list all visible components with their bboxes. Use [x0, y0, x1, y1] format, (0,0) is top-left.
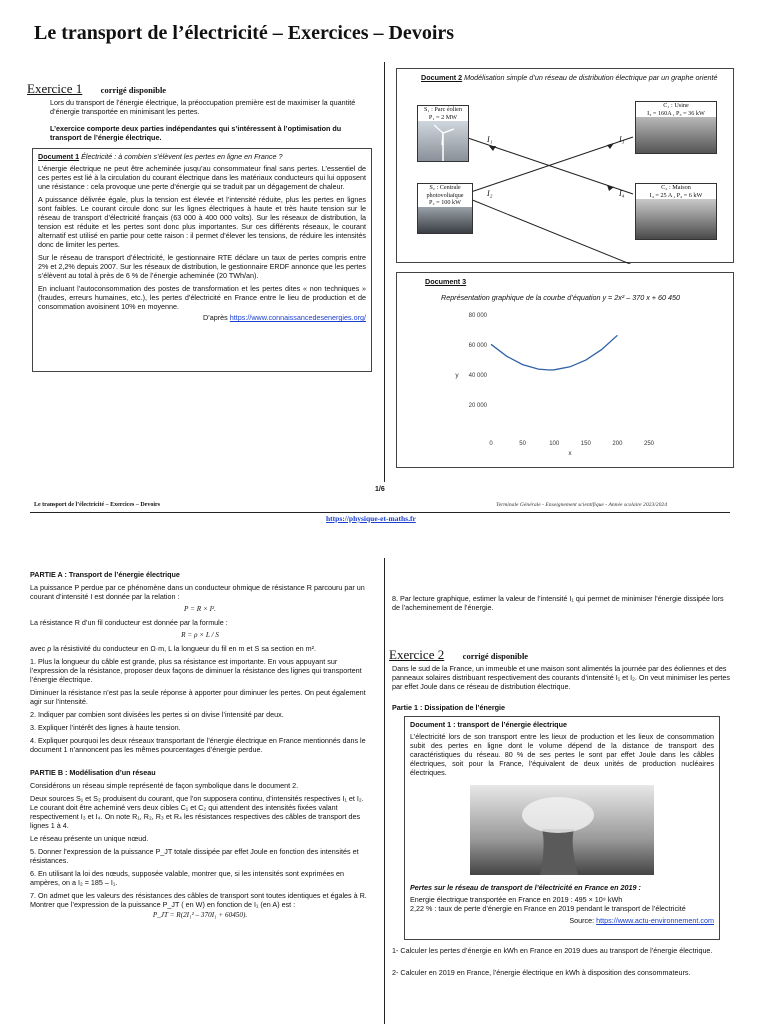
part-b-q8: 8. Par lecture graphique, estimer la valeur de l’intensité I₁ qui permet de minimiser l’énergie dissipée lors de l’acheminement de l’énergie.: [392, 594, 724, 612]
doc1-subtitle: Électricité : à combien s’élèvent les pertes en ligne en France ?: [81, 152, 283, 161]
part-a-q3: 3. Expliquer l’intérêt des lignes à haute tension.: [30, 723, 181, 732]
part-a-q1b: Diminuer la résistance n’est pas la seule réponse à apporter pour diminuer les pertes. On peut également agir sur l’intensité.: [30, 688, 366, 706]
ex2-intro: Dans le sud de la France, un immeuble et une maison sont alimentés la journée par des éoliennes et des panneaux solaires distribuant respectivement des courants d’intensité I₁ et I₂. On veut minimiser les pertes par effet Joule dans ce réseau de distribution électrique.: [392, 664, 731, 691]
y-tick-label-0: 20 000: [468, 403, 487, 409]
ex1-intro: Lors du transport de l’énergie électrique, la préoccupation première est de maximiser la quantité d’énergie transportée en minimisant les pertes.: [50, 98, 356, 116]
ex2-pertes-l1: Energie électrique transportée en France en 2019 : 495 × 10⁹ kWh: [410, 895, 623, 904]
doc3-label: Document 3: [425, 277, 467, 286]
part-b-formula7: P_JT = R(2I₁² – 370I₁ + 60450).: [152, 911, 248, 919]
label-i1: I₁: [487, 135, 493, 144]
nuclear-plant-photo: [470, 785, 654, 875]
doc1-p1: L’énergie électrique ne peut être acheminée jusqu’au consommateur final sans pertes. L’essentiel de ces pertes est lié à la circulation du courant électrique dans les matériaux conducteurs qui lui opposent une résistance : cela provoque une perte d’énergie qui se traduit par un dégagement de chaleur.: [38, 164, 366, 191]
column-divider-bottom: [384, 558, 385, 1024]
y-tick-label-3: 80 000: [468, 313, 487, 319]
doc2-subtitle: Modélisation simple d’un réseau de distribution électrique par un graphe orienté: [464, 73, 718, 82]
ex2-doc-box: [404, 716, 720, 940]
node-c2: [635, 183, 717, 240]
part-a-p1: La puissance P perdue par ce phénomène dans un conducteur ohmique de résistance R parcouru par un courant d’intensité I est donnée par la relation :: [30, 583, 365, 601]
s1-power: P₁ = 2 MW: [428, 113, 458, 121]
ex2-doc-p: L’électricité lors de son transport entre les lieux de production et les lieux de consommation subit des pertes en ligne dont le volume dépend de la distance de transport des caractéristiques du réseau. 80 % de ses pertes le sont par effet Joule dans les câbles électriques, soit pour la France, l’équivalent de deux unités de production nucléaires électriques.: [410, 732, 714, 777]
ex2-badge: corrigé disponible: [462, 651, 529, 661]
ex2-q1: 1- Calculer les pertes d’énergie en kWh en France en 2019 dues au transport de l’énergie électrique.: [392, 946, 713, 955]
wind-turbine-photo: [418, 121, 468, 161]
part-a-title: PARTIE A : Transport de l’énergie électrique: [30, 570, 180, 579]
part-b-p3: Le réseau présente un unique nœud.: [30, 834, 149, 843]
c2-label: C₂ : Maison: [661, 184, 691, 191]
doc1-p2: A puissance délivrée égale, plus la tension est élevée et l’intensité réduite, plus les pertes en lignes sont faibles. Le courant circule donc sur les lignes électriques à haute et très haute tension sur le réseau de transport d’électricité français (63 000 à 400 000 volts). Sur les réseaux de distribution, la tension est réduite et les pertes sont donc plus importantes. Sur ces différents réseaux, le courant alternatif est utilisé en partie pour cette raison : il permet d’élever les tensions, de réduire les intensités donc de limiter les pertes.: [38, 195, 366, 249]
label-i4: I₄: [619, 189, 625, 198]
ex2-doc-title: Document 1 : transport de l’énergie électrique: [410, 720, 567, 729]
house-photo: [636, 199, 716, 239]
x-tick-label-1: 50: [519, 441, 526, 447]
doc1-p3: Sur le réseau de transport d’électricité, le gestionnaire RTE déclare un taux de pertes compris entre 2% et 2,2% depuis 2007. Sur les réseaux de distribution, le gestionnaire ERDF annonce que les pertes s’élèvent au total à près de 6 % de l’énergie acheminée (20 TWh/an).: [38, 253, 366, 280]
s2-label-2: photovoltaïque: [426, 191, 464, 199]
footer-page-number: 1/6: [375, 486, 385, 493]
y-axis-label: y: [455, 372, 459, 379]
footer-url[interactable]: https://physique-et-maths.fr: [326, 514, 416, 523]
label-i3: I₃: [619, 135, 625, 144]
x-tick-label-2: 100: [549, 441, 560, 447]
part-a: [30, 570, 370, 924]
x-tick-label-3: 150: [580, 441, 591, 447]
part-b-q7: 7. On admet que les valeurs des résistances des câbles de transport sont toutes identiques et égales à R. Montrer que l’expression de la puissance P_JT ( en W) en fonction de I₁ (en A) est :: [30, 891, 367, 909]
ex2-source-link[interactable]: https://www.actu-environnement.com: [596, 916, 714, 925]
column-divider-top: [384, 62, 385, 482]
footer-right: Terminale Générale - Enseignement scientifique - Année scolaire 2023/2024: [496, 502, 667, 508]
doc1-box: [32, 148, 372, 372]
y-tick-label-2: 60 000: [468, 343, 487, 349]
y-tick-label-1: 40 000: [468, 373, 487, 379]
page-title: Le transport de l’électricité – Exercices – Devoirs: [34, 22, 455, 44]
part-b-p2: Deux sources S₁ et S₂ produisent du courant, que l’on supposera continu, d’intensités respectives I₁ et I₂. Le courant doit être acheminé vers deux cibles C₁ et C₂ qui attendent des intensités fixées valant respectivement I₃ et I₄. On note R₁, R₂, R₃ et R₄ les résistances respectives des câbles de transport des lignes 1 à 4.: [30, 794, 364, 830]
footer-left: Le transport de l’électricité – Exercices – Devoirs: [34, 502, 161, 508]
s2-label: S₂ : Centrale: [429, 184, 461, 191]
part-a-formula2: R = ρ × L / S: [181, 631, 219, 639]
s2-power: P₂ = 100 kW: [429, 199, 461, 206]
factory-photo: [636, 117, 716, 153]
ex1-badge: corrigé disponible: [100, 85, 167, 95]
ex1-header: [27, 80, 367, 98]
c1-values: I₃ = 160A , P₃ = 36 kW: [647, 109, 705, 117]
x-tick-label-4: 200: [612, 441, 623, 447]
doc2-label: Document 2: [421, 73, 463, 82]
x-tick-label-5: 250: [643, 441, 655, 447]
part-b-q6: 6. En utilisant la loi des nœuds, supposée valable, montrer que, si les intensités sont exprimées en ampères, on a I₂ = 185 – I₁.: [30, 869, 345, 887]
ex2-pertes-l2: 2,22 % : taux de perte d’énergie en France en 2019 pendant le transport de l’électricité: [410, 904, 686, 913]
doc1-source-link[interactable]: https://www.connaissancedesenergies.org/: [229, 313, 366, 322]
solar-panel-photo: [418, 207, 472, 233]
ex2-header: [389, 646, 729, 664]
doc1-label: Document 1: [38, 152, 80, 161]
part-a-q4: 4. Expliquer pourquoi les deux réseaux transportant de l’énergie électrique en France mentionnés dans le document 1 n’annoncent pas les mêmes pourcentages d’énergie perdue.: [30, 736, 366, 754]
ex2-q2: 2- Calculer en 2019 en France, l’énergie électrique en kWh à disposition des consommateurs.: [392, 968, 691, 977]
c2-values: I₄ = 25 A , P₄ = 6 kW: [649, 191, 703, 199]
part-a-q2: 2. Indiquer par combien sont divisées les pertes si on divise l’intensité par deux.: [30, 710, 284, 719]
ex1-intro-bold: L’exercice comporte deux parties indépendantes qui s’intéressent à l’optimisation du transport de l’énergie électrique.: [50, 124, 342, 142]
doc1-source: [38, 313, 366, 322]
part-a-formula1: P = R × I².: [184, 605, 216, 613]
ex2-source: [410, 916, 714, 925]
part-b-q5: 5. Donner l’expression de la puissance P_JT totale dissipée par effet Joule en fonction des intensités et résistances.: [30, 847, 359, 865]
doc3-chart: [397, 273, 735, 469]
node-s1: [417, 105, 469, 162]
doc3-subtitle: Représentation graphique de la courbe d’équation y = 2x² – 370 x + 60 450: [441, 293, 680, 302]
doc1-source-prefix: D’après: [202, 313, 228, 322]
ex2-source-prefix: Source:: [569, 916, 595, 925]
ex2-pertes-title: Pertes sur le réseau de transport de l’électricité en France en 2019 :: [410, 883, 641, 892]
doc3-box: [396, 272, 734, 468]
c1-label: C₁ : Usine: [663, 102, 689, 109]
part-a-p2: La résistance R d’un fil conducteur est donnée par la formule :: [30, 618, 228, 627]
label-i2: I₂: [487, 189, 493, 198]
doc1-p4: En incluant l’autoconsommation des postes de transformation et les pertes dites « non techniques » (fraudes, erreurs humaines, etc.), les pertes d’électricité en France entre le lieu de production et de consommation avoisinent 10% en moyenne.: [38, 284, 366, 311]
doc1-heading: [38, 152, 366, 161]
node-s2: [417, 183, 473, 234]
part-b-title: PARTIE B : Modélisation d’un réseau: [30, 768, 156, 777]
part-a-p3: avec ρ la résistivité du conducteur en Ω·m, L la longueur du fil en m et S sa section en m².: [30, 644, 317, 653]
wind-turbine-icon: [418, 121, 468, 161]
part-b-p1: Considérons un réseau simple représenté de façon symbolique dans le document 2.: [30, 781, 299, 790]
part-a-q1: 1. Plus la longueur du câble est grande, plus sa résistance est importante. En vous appuyant sur l’expression de la résistance, proposer deux façons de diminuer la résistance des lignes qui transportent l’énergie électrique.: [30, 657, 362, 684]
ex2-title: Exercice 2: [389, 647, 445, 662]
x-tick-label-0: 0: [489, 441, 493, 447]
doc2-box: [396, 68, 734, 263]
x-axis-label: x: [568, 450, 572, 457]
series-line-0: [491, 335, 617, 370]
s1-label: S₁ : Parc éolien: [423, 106, 463, 113]
node-c1: [635, 101, 717, 154]
cooling-tower-icon: [470, 785, 654, 875]
ex2-part1: Partie 1 : Dissipation de l’énergie: [392, 703, 506, 712]
ex1-title: Exercice 1: [27, 81, 83, 96]
footer-rule: [30, 512, 730, 513]
